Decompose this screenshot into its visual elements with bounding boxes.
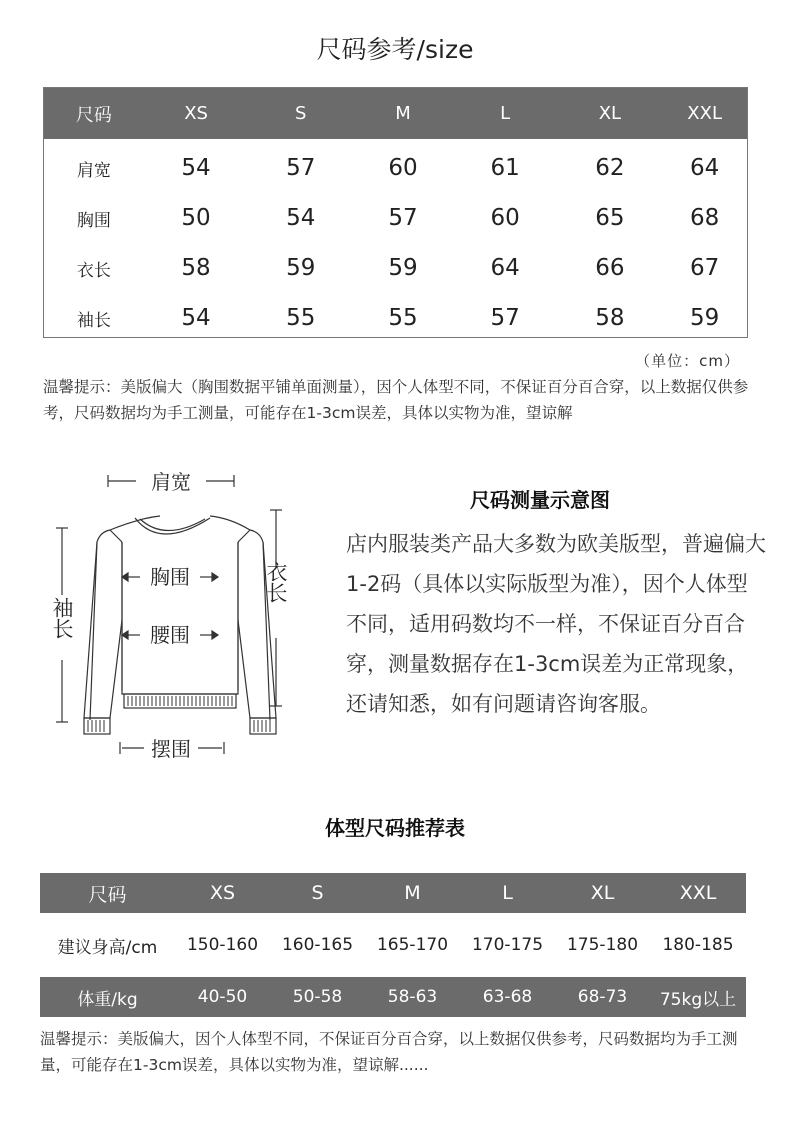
shoulder-label: 肩宽 [151,470,191,494]
size-chart-note: 温馨提示：美版偏大（胸围数据平铺单面测量），因个人体型不同，不保证百分百合穿，以上数据仅供参考，尺码数据均为手工测量，可能存在1-3cm误差，具体以实物为准，望谅解 [43,378,749,422]
table-cell: 68 [689,205,720,231]
recommendation-table [40,873,746,1017]
table-cell: 165-170 [376,935,449,955]
row-label: 胸围 [76,210,111,231]
measure-description: 店内服装类产品大多数为欧美版型，普遍偏大1-2码（具体以实际版型为准），因个人体型不同，适用码数均不一样，不保证百分百合穿，测量数据存在1-3cm误差为正常现象，还请知悉，如有问题请咨询客服。 [346,532,766,716]
table-cell: 57 [286,155,316,181]
table-cell: 55 [388,305,418,331]
row-label: 体重/kg [77,989,138,1010]
row-label: 袖长 [76,310,111,331]
header-cell: XXL [687,103,722,124]
table-cell: 54 [181,305,211,331]
table-cell: 63-68 [482,987,533,1007]
table-cell: 55 [286,305,316,331]
table-cell: 62 [595,155,625,181]
table-cell: 58-63 [387,987,438,1007]
header-cell: M [395,103,411,124]
size-chart-title: 尺码参考/size [316,35,474,64]
table-cell: 67 [689,255,720,281]
table-cell: 180-185 [662,935,734,955]
size-table [43,87,748,338]
table-row [44,243,747,293]
header-cell: M [404,882,421,904]
header-cell: L [502,882,513,904]
table-cell: 61 [490,155,520,181]
table-row [44,193,747,243]
table-cell: 59 [286,255,316,281]
table-cell: 50 [181,205,211,231]
table-cell: 64 [490,255,520,281]
table-cell: 50-58 [292,987,343,1007]
header-cell: XL [598,103,622,124]
table-row [44,293,747,343]
header-cell: 尺码 [88,883,127,906]
header-cell: XS [209,882,236,904]
table-cell: 66 [595,255,625,281]
table-cell: 64 [689,155,720,181]
measure-title: 尺码测量示意图 [470,488,610,512]
table-cell: 59 [689,305,720,331]
header-cell: XS [184,103,208,124]
table-cell: 68-73 [577,987,628,1007]
table-cell: 40-50 [197,987,248,1007]
table-cell: 75kg以上 [659,989,737,1010]
recommendation-title: 体型尺码推荐表 [325,816,465,840]
hem-label: 摆围 [151,737,191,761]
header-cell: XL [590,882,615,904]
table-cell: 57 [490,305,520,331]
table-cell: 54 [181,155,211,181]
size-table-header [44,88,747,139]
row-label: 建议身高/cm [57,937,158,958]
sweater-diagram [40,460,288,770]
table-cell: 57 [388,205,418,231]
waist-label: 腰围 [150,623,190,647]
table-cell: 170-175 [471,935,544,955]
recommendation-note: 温馨提示：美版偏大，因个人体型不同，不保证百分百合穿，以上数据仅供参考，尺码数据均为手工测量，可能存在1-3cm误差，具体以实物为准，望谅解...... [40,1030,738,1074]
weight-row [40,977,746,1017]
recommendation-header [40,873,746,913]
header-cell: XXL [679,882,717,904]
table-cell: 54 [286,205,316,231]
row-label: 肩宽 [76,160,111,181]
table-cell: 160-165 [281,935,354,955]
height-row [40,925,746,965]
table-cell: 65 [595,205,625,231]
header-cell: S [311,882,324,904]
table-cell: 150-160 [186,935,259,955]
sleeve-label: 袖长 [50,597,74,639]
table-cell: 60 [490,205,520,231]
chest-label: 胸围 [150,565,190,589]
table-cell: 175-180 [566,935,639,955]
table-cell: 60 [388,155,418,181]
header-cell: L [500,103,511,124]
header-cell: S [295,103,307,124]
row-label: 衣长 [76,260,111,281]
unit-label: （单位：cm） [635,352,740,370]
table-cell: 58 [181,255,211,281]
table-row [44,143,747,193]
length-label: 衣长 [264,561,288,603]
table-cell: 58 [595,305,625,331]
header-cell: 尺码 [75,104,112,126]
table-cell: 59 [388,255,418,281]
